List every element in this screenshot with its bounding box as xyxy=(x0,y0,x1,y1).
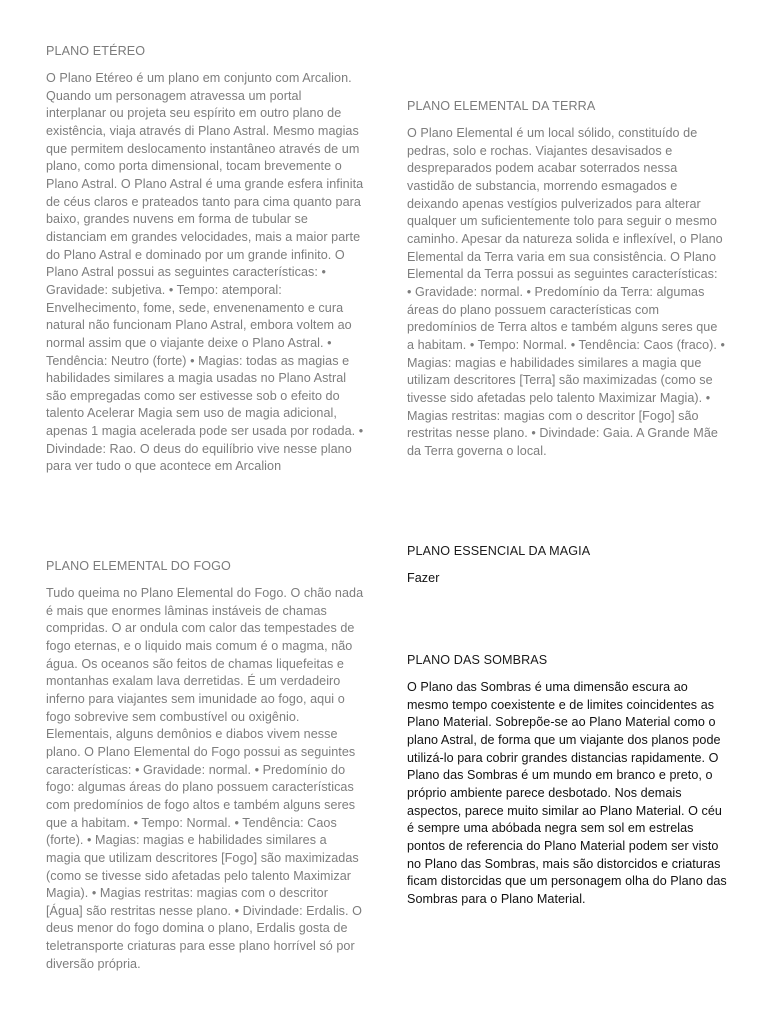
section-body: Tudo queima no Plano Elemental do Fogo. O chão nada é mais que enormes lâminas instáveis de chamas compridas. O ar ondula com calor das tempestades de fogo eternas, e o liquido mais comum é o magma, não água. Os oceanos são feitos de chamas liquefeitas e montanhas exalam lava derretidas. É um verdadeiro inferno para viajantes sem imunidade ao fogo, aqui o fogo sobrevive sem combustível ou oxigênio. Elementais, alguns demônios e diabos vivem nesse plano. O Plano Elemental do Fogo possui as seguintes características: • Gravidade: normal. • Predomínio do fogo: algumas áreas do plano possuem características com predomínios de fogo altos e também alguns seres que a habitam. • Tempo: Normal. • Tendência: Caos (forte). • Magias: magias e habilidades similares a magia que utilizam descritores [Fogo] são maximizadas (como se tivesse sido afetadas pelo talento Maximizar Magia). • Magias restritas: magias com o descritor [Água] são restritas nesse plano. • Divindade: Erdalis. O deus menor do fogo domina o plano, Erdalis gosta de teletransporte criaturas para esse plano horrível só por diversão própria. xyxy=(46,586,364,971)
section-body: O Plano das Sombras é uma dimensão escura ao mesmo tempo coexistente e de limites coincidentes as Plano Material. Sobrepõe-se ao Plano Material como o plano Astral, de forma que um viajante dos planos pode utilizá-lo para cobrir grandes distancias rapidamente. O Plano das Sombras é um mundo em branco e preto, o próprio ambiente parece desbotado. Nos demais aspectos, parece muito similar ao Plano Material. O céu é sempre uma abóbada negra sem sol em estrelas pontos de referencia do Plano Material podem ser visto no Plano das Sombras, mais são distorcidos e criaturas ficam distorcidas que um personagem olha do Plano das Sombras para o Plano Material. xyxy=(407,680,727,906)
section-title: PLANO DAS SOMBRAS xyxy=(407,653,548,667)
section-body: O Plano Elemental é um local sólido, constituído de pedras, solo e rochas. Viajantes desavisados e despreparados podem acabar soterrados nessa vastidão de substancia, morrendo esmagados e deixando apenas vestígios pulverizados para alterar qualquer um suficientemente tolo para seguir o mesmo caminho. Apesar da natureza solida e inflexível, o Plano Elemental da Terra varia em sua consistência. O Plano Elemental da Terra possui as seguintes características: • Gravidade: normal. • Predomínio da Terra: algumas áreas do plano possuem características com predomínios de Terra altos e também alguns seres que a habitam. • Tempo: Normal. • Tendência: Caos (fraco). • Magias: magias e habilidades similares a magia que utilizam descritores [Terra] são maximizadas (como se tivesse sido afetadas pelo talento Maximizar Magia). • Magias restritas: magias com o descritor [Fogo] são restritas nesse plano. • Divindade: Gaia. A Grande Mãe da Terra governa o local. xyxy=(407,126,725,458)
section-body: Fazer xyxy=(407,571,440,585)
section-plano-essencial-magia xyxy=(407,543,725,588)
section-body: O Plano Etéreo é um plano em conjunto com Arcalion. Quando um personagem atravessa um portal interplanar ou projeta seu espírito em outro plano de existência, viaja através di Plano Astral. Mesmo magias que permitem deslocamento instantâneo através de um plano, como porta dimensional, tocam brevemente o Plano Astral. O Plano Astral é uma grande esfera infinita de céus claros e prateados tanto para cima quanto para baixo, grandes nuvens em forma de tubular se distanciam em grandes velocidades, mais a maior parte do Plano Astral e dominado por um grande infinito. O Plano Astral possui as seguintes características: • Gravidade: subjetiva. • Tempo: atemporal: Envelhecimento, fome, sede, envenenamento e cura natural não funcionam Plano Astral, embora voltem ao normal assim que o viajante deixe o Plano Astral. • Tendência: Neutro (forte) • Magias: todas as magias e habilidades similares a magia usadas no Plano Astral são empregadas como ser estivesse sob o efeito do talento Acelerar Magia sem uso de magia adicional, apenas 1 magia acelerada pode ser usada por rodada. • Divindade: Rao. O deus do equilíbrio vive nesse plano para ver tudo o que acontece em Arcalion xyxy=(46,71,364,474)
section-plano-sombras xyxy=(407,652,729,909)
section-title: PLANO ELEMENTAL DA TERRA xyxy=(407,99,596,113)
section-plano-elemental-terra xyxy=(407,98,725,460)
section-title: PLANO ETÉREO xyxy=(46,44,146,58)
section-plano-etereo xyxy=(46,43,364,476)
section-title: PLANO ESSENCIAL DA MAGIA xyxy=(407,544,591,558)
section-title: PLANO ELEMENTAL DO FOGO xyxy=(46,559,231,573)
section-plano-elemental-fogo xyxy=(46,558,364,973)
